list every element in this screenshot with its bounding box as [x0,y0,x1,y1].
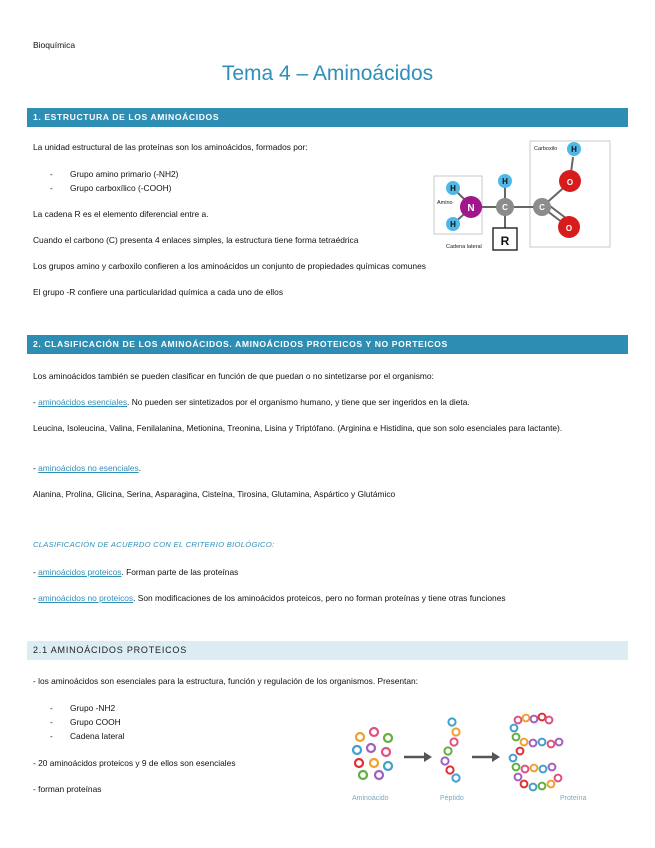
r-group-label: R [500,234,510,248]
list-item [50,730,124,742]
amino-acids-cluster [353,728,392,779]
section-2-heading: 2. CLASIFICACIÓN DE LOS AMINOÁCIDOS. AMINOÁCIDOS PROTEICOS Y NO PORTEICOS [27,335,628,354]
peptide-chain [441,718,459,781]
list-item-text: Grupo COOH [70,717,121,727]
esenciales-line [33,396,623,408]
section-2-intro: Los aminoácidos también se pueden clasificar en función de que puedan o no sintetizarse por el organismo: [33,371,434,381]
list-item-text: Grupo -NH2 [70,703,116,713]
header-label: Bioquímica [33,40,76,50]
dash: - [33,567,39,577]
no-esenciales-list: Alanina, Prolina, Glicina, Serina, Asparagina, Cisteína, Tirosina, Glutamina, Aspártico y Glutámico [33,489,396,499]
side-chain-label: Cadena lateral [446,244,482,250]
arrow-icon [404,752,432,762]
bullet: - [50,717,53,727]
atom-label: O [566,178,574,187]
no-proteicos-text: . Son modificaciones de los aminoácidos proteicos, pero no forman proteínas y tiene otras funciones [133,593,506,603]
paragraph: - 20 aminoácidos proteicos y 9 de ellos son esenciales [33,758,236,768]
no-esenciales-line [33,462,141,474]
peptido-caption: Péptido [440,795,464,802]
atom-label: H [450,184,456,193]
atom-label: C [502,203,508,212]
bullet: - [50,183,53,193]
no-proteicos-link[interactable]: aminoácidos no proteicos [38,593,134,603]
atom-label: C [539,203,545,212]
paragraph: Los grupos amino y carboxilo confieren a los aminoácidos un conjunto de propiedades químicas comunes [33,261,426,271]
esenciales-text: . No pueden ser sintetizados por el organismo humano, y tiene que ser ingeridos en la dieta. [127,397,470,407]
dash: - [33,593,39,603]
amino-acid-structure-diagram [428,135,618,257]
bullet: - [50,703,53,713]
atom-label: H [450,220,456,229]
aminoacido-caption: Aminoácido [352,795,389,802]
section-1-intro: La unidad estructural de las proteínas son los aminoácidos, formados por: [33,142,308,152]
paragraph: Cuando el carbono (C) presenta 4 enlaces simples, la estructura tiene forma tetraédrica [33,235,359,245]
carboxyl-label: Carboxilo [534,146,558,152]
section-2-1-intro: - los aminoácidos son esenciales para la estructura, función y regulación de los organismos. Presentan: [33,676,418,686]
list-item [50,168,178,180]
criterio-heading: CLASIFICACIÓN DE ACUERDO CON EL CRITERIO BIOLÓGICO: [33,540,275,549]
proteina-caption: Proteína [560,795,587,802]
protein-formation-figure [348,712,598,804]
proteicos-line [33,566,238,578]
section-2-1-heading: 2.1 AMINOÁCIDOS PROTEICOS [27,641,628,660]
list-item-text: Cadena lateral [70,731,125,741]
no-esenciales-text: . [138,463,142,473]
esenciales-link[interactable]: aminoácidos esenciales [38,397,128,407]
bullet: - [50,731,53,741]
page-title: Tema 4 – Aminoácidos [221,62,434,85]
esenciales-list: Leucina, Isoleucina, Valina, Fenilalanina, Metionina, Treonina, Lisina y Triptófano. (Arginina e Histidina, que son solo esenciales para lactante). [33,423,563,433]
atom-label: H [502,177,508,186]
protein-chain [510,714,563,791]
paragraph: - forman proteínas [33,784,102,794]
list-item [50,182,171,194]
amino-label: Amino [437,200,453,206]
no-esenciales-link[interactable]: aminoácidos no esenciales [38,463,139,473]
bullet: - [50,169,53,179]
atom-label: O [565,224,573,233]
paragraph: El grupo -R confiere una particularidad química a cada uno de ellos [33,287,284,297]
list-item [50,702,115,714]
atom-label: N [467,203,475,214]
section-1-heading: 1. ESTRUCTURA DE LOS AMINOÁCIDOS [27,108,628,127]
no-proteicos-line [33,592,623,604]
proteicos-link[interactable]: aminoácidos proteicos [38,567,122,577]
list-item-text: Grupo carboxílico (-COOH) [70,183,172,193]
list-item [50,716,121,728]
list-item-text: Grupo amino primario (-NH2) [70,169,179,179]
paragraph: La cadena R es el elemento diferencial entre a. [33,209,209,219]
dash: - [33,397,39,407]
proteicos-text: . Forman parte de las proteínas [121,567,239,577]
arrow-icon [472,752,500,762]
dash: - [33,463,39,473]
atom-label: H [571,145,577,154]
